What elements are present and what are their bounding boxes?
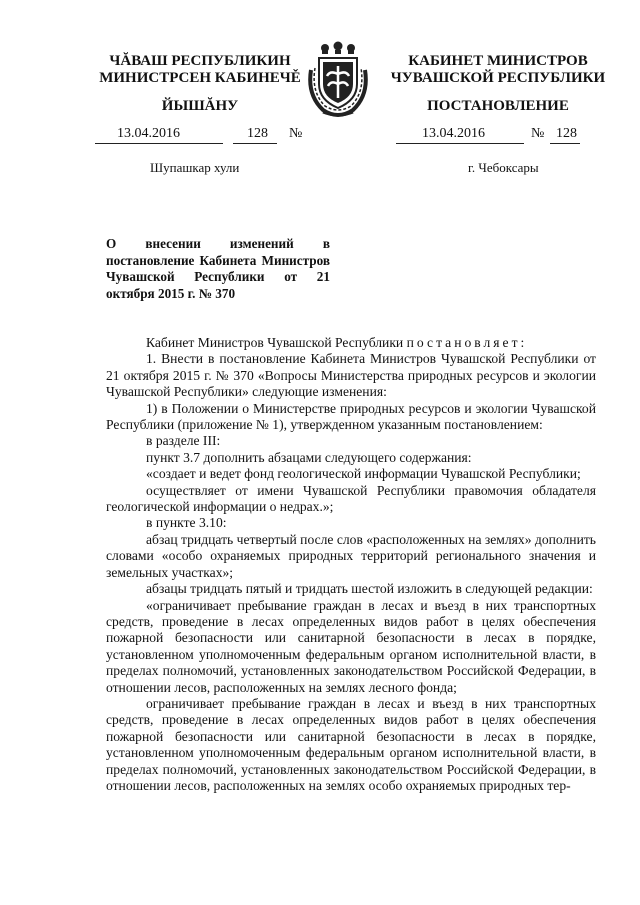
underline-left-number xyxy=(233,143,277,144)
header-left-line1: ЧĂВАШ РЕСПУБЛИКИН xyxy=(109,53,291,69)
city-right: г. Чебоксары xyxy=(468,160,539,175)
doctype-right: ПОСТАНОВЛЕНИЕ xyxy=(427,98,569,114)
header-right-title xyxy=(388,53,608,87)
city-left: Шупашкар хули xyxy=(150,160,240,175)
document-title: О внесении изменений в постановление Кабинета Министров Чувашской Республики от 21 октября 2015 г. № 370 xyxy=(106,236,330,302)
body-paragraph: ограничивает пребывание граждан в лесах и въезд в них транспортных средств, проведение в лесах определенных видов работ в целях обеспечения пожарной безопасности или санитарной безопасности в лесах в порядке, установленном уполномоченным федеральным органом исполнительной власти, в пределах полномочий, установленных законодательством Российской Федерации, в отношении лесов, расположенных на землях особо охраняемых природных тер- xyxy=(106,695,596,793)
underline-right-number xyxy=(550,143,580,144)
left-number-sign: № xyxy=(289,126,303,141)
body-intro xyxy=(106,335,596,351)
underline-left-date xyxy=(95,143,223,144)
coat-of-arms-emblem xyxy=(303,40,373,120)
body-paragraph: в пункте 3.10: xyxy=(146,515,227,531)
body-paragraph: 1. Внести в постановление Кабинета Министров Чувашской Республики от 21 октября 2015 г. № 370 «Вопросы Министерства природных ресурсов и экологии Чувашской Республики» следующие изменения: xyxy=(106,351,596,400)
body-paragraph: пункт 3.7 дополнить абзацами следующего содержания: xyxy=(146,449,472,465)
body-paragraph: абзацы тридцать пятый и тридцать шестой изложить в следующей редакции: xyxy=(146,581,593,597)
number-line-right xyxy=(396,126,606,144)
header-left-title xyxy=(90,53,310,87)
body-paragraph: абзац тридцать четвертый после слов «расположенных на землях» дополнить словами «особо охраняемых природных территорий регионального значения и земельных участках»; xyxy=(106,531,596,580)
body-paragraph: «создает и ведет фонд геологической информации Чувашской Республики; xyxy=(146,466,581,482)
right-number: 128 xyxy=(556,126,577,141)
number-line-left xyxy=(95,126,325,144)
body-paragraph: в разделе III: xyxy=(146,433,221,449)
left-date: 13.04.2016 xyxy=(117,126,180,141)
intro-spaced-verb: постановляет: xyxy=(406,335,528,350)
document-body xyxy=(106,335,596,794)
underline-right-date xyxy=(396,143,524,144)
header-left-line2: МИНИСТРСЕН КАБИНЕЧĚ xyxy=(99,70,301,86)
right-date: 13.04.2016 xyxy=(422,126,485,141)
body-paragraph: «ограничивает пребывание граждан в лесах и въезд в них транспортных средств, проведение в лесах определенных видов работ в целях обеспечения пожарной безопасности или санитарной безопасности в лесах в порядке, установленном уполномоченным федеральным органом исполнительной власти, в пределах полномочий, установленных законодательством Российской Федерации, в отношении лесов, расположенных на землях лесного фонда; xyxy=(106,597,596,695)
header-right-line1: КАБИНЕТ МИНИСТРОВ xyxy=(408,53,588,69)
header-right-line2: ЧУВАШСКОЙ РЕСПУБЛИКИ xyxy=(390,70,606,86)
body-paragraph: 1) в Положении о Министерстве природных ресурсов и экологии Чувашской Республики (приложение № 1), утвержденном указанным постановлением: xyxy=(106,400,596,433)
body-paragraph: осуществляет от имени Чувашской Республики правомочия обладателя геологической информации о недрах.»; xyxy=(106,482,596,515)
intro-text: Кабинет Министров Чувашской Республики xyxy=(146,335,404,350)
right-number-sign: № xyxy=(531,126,545,141)
left-number: 128 xyxy=(247,126,268,141)
doctype-left: ЙЫШĂНУ xyxy=(161,98,239,114)
